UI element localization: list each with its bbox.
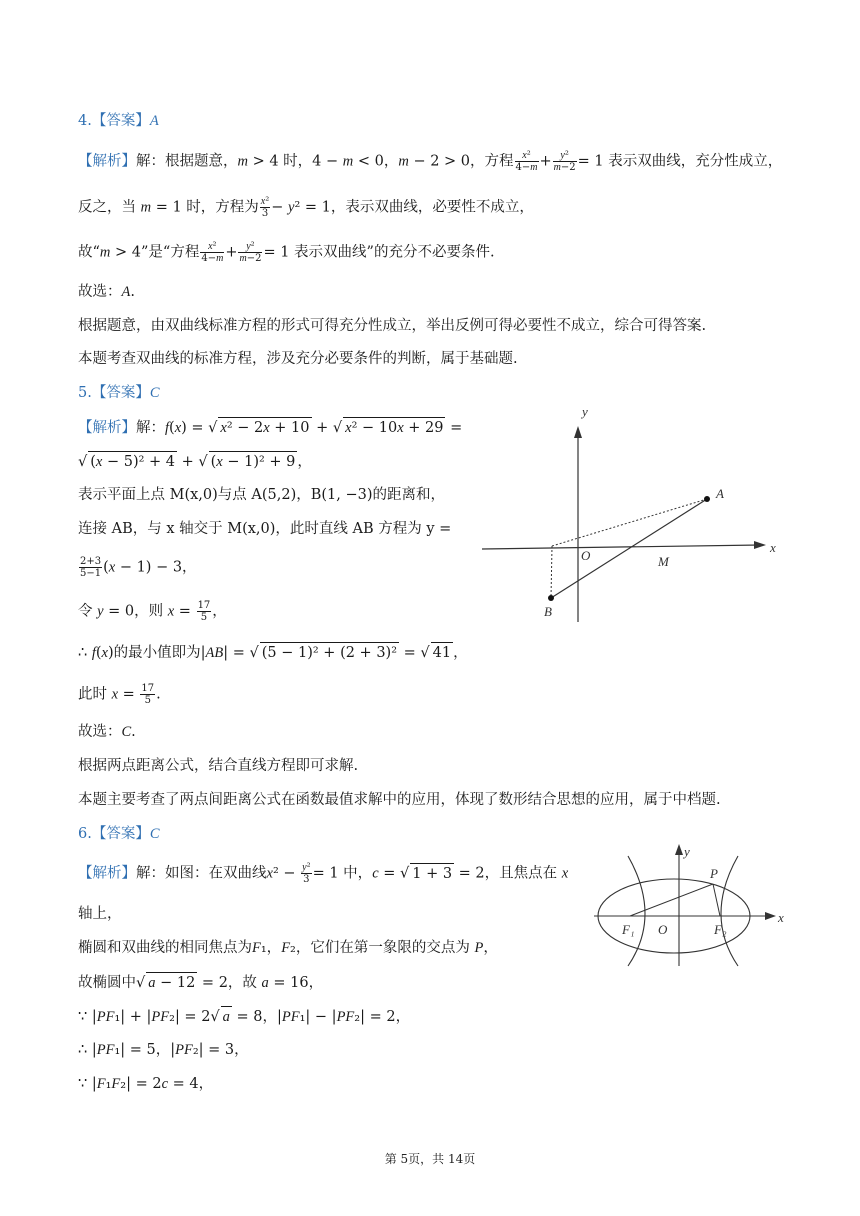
distance-figure xyxy=(478,400,788,625)
q6-line6: ∴ |PF₁| = 5，|PF₂| = 3， xyxy=(78,1042,249,1058)
q4-choice: 故选：A. xyxy=(78,284,135,300)
q5-line4: 连接 AB，与 x 轴交于 M(x,0)，此时直线 AB 方程为 y = xyxy=(78,521,452,537)
q5-line8: 此时 x = $\frac{17}{5}$ . xyxy=(78,683,161,706)
q4-line2: 反之，当 m = 1 时，方程为 $\frac{\text{x²}}{3}$ − y² = 1，表示双曲线，必要性不成立， xyxy=(78,196,534,219)
origin-label: O xyxy=(658,922,668,937)
q5-line5: $\frac{2+3}{5-1}$ (x − 1) − 3， xyxy=(80,556,197,579)
y-axis-arrow xyxy=(574,426,582,438)
x-axis xyxy=(482,545,760,549)
q6-answer: 6.【答案】C xyxy=(78,826,160,842)
q6-line5: ∵ |PF₁| + |PF₂| = 2√ a = 8，|PF₁| − |PF₂| = 2， xyxy=(78,1006,410,1027)
q6-line3: 椭圆和双曲线的相同焦点为F₁，F₂，它们在第一象限的交点为 P， xyxy=(78,940,498,956)
conic-figure xyxy=(592,838,792,970)
page-footer: 第 5页，共 14页 xyxy=(384,1152,476,1166)
dashed-line-b xyxy=(551,546,552,598)
point-b xyxy=(548,595,554,601)
y-label: y xyxy=(684,844,690,859)
q5-note: 本题主要考查了两点间距离公式在函数最值求解中的应用，体现了数形结合思想的应用，属于中档题. xyxy=(78,792,721,808)
q5-line3: 表示平面上点 M(x,0)与点 A(5,2)，B(1, −3)的距离和， xyxy=(78,487,446,503)
segment-pf2 xyxy=(713,884,720,916)
m-label: M xyxy=(658,554,669,569)
y-axis-arrow xyxy=(675,844,683,855)
q4-answer: 4.【答案】A xyxy=(78,113,159,129)
q4-line1: 【解析】解：根据题意，m > 4 时，4 − m < 0，m − 2 > 0，方程 $\frac{\text{x²}}{4-m}$ + $\frac{\text{y²}}{m-2}$ = 1 表示双曲线，充分性成立， xyxy=(78,150,783,173)
point-a xyxy=(704,496,710,502)
q5-summary: 根据两点距离公式，结合直线方程即可求解. xyxy=(78,758,359,774)
q5-line1: 【解析】解：f(x) = √ x² − 2x + 10 + √ x² − 10x + 29 = xyxy=(78,417,462,438)
q4-note: 本题考查双曲线的标准方程，涉及充分必要条件的判断，属于基础题. xyxy=(78,351,518,367)
q6-line4: 故椭圆中√ a − 12 = 2，故 a = 16， xyxy=(78,972,323,993)
q4-summary: 根据题意，由双曲线标准方程的形式可得充分性成立，举出反例可得必要性不成立，综合可得答案. xyxy=(78,318,707,334)
q6-line2: 轴上， xyxy=(78,906,122,922)
x-axis-arrow xyxy=(765,912,776,920)
q5-answer: 5.【答案】C xyxy=(78,385,160,401)
f1-label: F₁ xyxy=(622,922,635,937)
y-label: y xyxy=(582,404,588,419)
q6-line1: 【解析】解：如图：在双曲线x² − $\frac{\text{y²}}{3}$ = 1 中，c = √ 1 + 3 = 2，且焦点在 x xyxy=(78,862,569,885)
q6-line7: ∵ |F₁F₂| = 2c = 4， xyxy=(78,1076,214,1092)
q5-line7: ∴ f(x)的最小值即为|AB| = √ (5 − 1)² + (2 + 3)² = √ 41 ， xyxy=(78,642,468,663)
hyperbola-right xyxy=(721,856,738,966)
p-label: P xyxy=(710,866,718,881)
dashed-line-a xyxy=(552,499,707,546)
f2-label: F₂ xyxy=(714,922,727,937)
q5-line2: √ (x − 5)² + 4 + √ (x − 1)² + 9 ， xyxy=(78,451,312,472)
x-label: x xyxy=(778,910,784,925)
q5-line6: 令 y = 0，则 x = $\frac{17}{5}$ ， xyxy=(78,600,227,623)
x-axis-arrow xyxy=(754,541,766,549)
b-label: B xyxy=(544,604,552,619)
x-label: x xyxy=(770,540,776,555)
q4-line3: 故“m > 4”是“方程 $\frac{\text{x²}}{4-m}$ + $\frac{\text{y²}}{m-2}$ = 1 表示双曲线”的充分不必要条件. xyxy=(78,241,495,264)
segment-pf1 xyxy=(630,884,713,916)
q5-choice: 故选：C. xyxy=(78,724,136,740)
segment-ab xyxy=(551,499,707,598)
origin-label: O xyxy=(581,548,591,563)
a-label: A xyxy=(716,486,724,501)
